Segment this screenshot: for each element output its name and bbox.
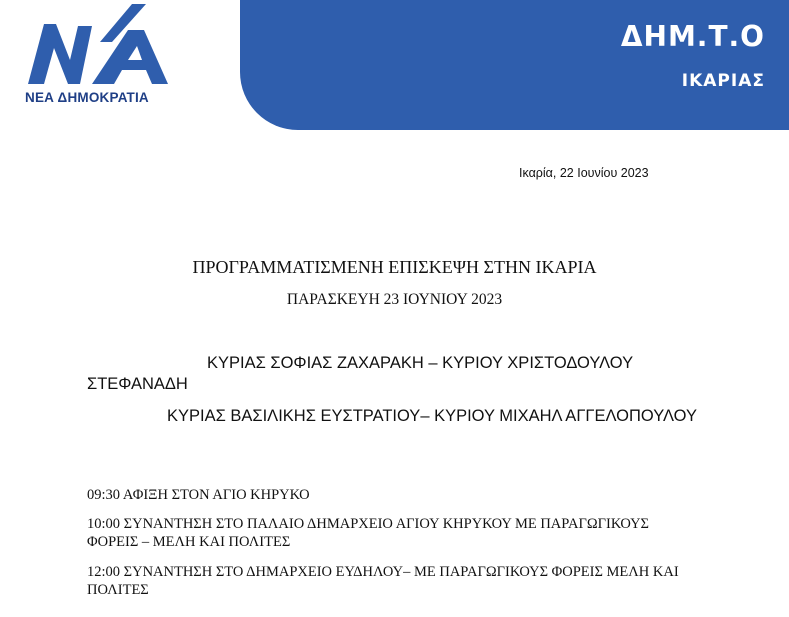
- logo-text: ΝΕΑ ΔΗΜΟΚΡΑΤΙΑ: [25, 90, 149, 105]
- nd-logo-mark-icon: [22, 4, 182, 90]
- org-subtitle: ΙΚΑΡΙΑΣ: [681, 71, 765, 91]
- document-subtitle: ΠΑΡΑΣΚΕΥΗ 23 ΙΟΥΝΙΟΥ 2023: [286, 291, 503, 308]
- nd-logo: [22, 4, 182, 108]
- logo-n-shape: [28, 24, 92, 84]
- visitors-line-2: ΚΥΡΙΑΣ ΒΑΣΙΛΙΚΗΣ ΕΥΣΤΡΑΤΙΟΥ– ΚΥΡΙΟΥ ΜΙΧΑΗΛ ΑΓΓΕΛΟΠΟΥΛΟΥ: [167, 407, 697, 425]
- schedule-item-1000: 10:00 ΣΥΝΑΝΤΗΣΗ ΣΤΟ ΠΑΛΑΙΟ ΔΗΜΑΡΧΕΙΟ ΑΓΙΟΥ ΚΗΡΥΚΟΥ ΜΕ ΠΑΡΑΓΩΓΙΚΟΥΣ ΦΟΡΕΙΣ – ΜΕΛΗ ΚΑΙ ΠΟΛΙΤΕΣ: [87, 516, 649, 550]
- schedule-item-1200: 12:00 ΣΥΝΑΝΤΗΣΗ ΣΤΟ ΔΗΜΑΡΧΕΙΟ ΕΥΔΗΛΟΥ– ΜΕ ΠΑΡΑΓΩΓΙΚΟΥΣ ΦΟΡΕΙΣ ΜΕΛΗ ΚΑΙ ΠΟΛΙΤΕΣ: [87, 564, 679, 598]
- visitors-line-1: ΚΥΡΙΑΣ ΣΟΦΙΑΣ ΖΑΧΑΡΑΚΗ – ΚΥΡΙΟΥ ΧΡΙΣΤΟΔΟΥΛΟΥ ΣΤΕΦΑΝΑΔΗ: [87, 354, 633, 393]
- schedule-item-0930: 09:30 ΑΦΙΞΗ ΣΤΟΝ ΑΓΙΟ ΚΗΡΥΚΟ: [87, 487, 310, 503]
- header-banner: [240, 0, 789, 130]
- org-title: ΔΗΜ.Τ.Ο: [620, 20, 765, 53]
- date-line: Ικαρία, 22 Ιουνίου 2023: [519, 166, 649, 180]
- document-title: ΠΡΟΓΡΑΜΜΑΤΙΣΜΕΝΗ ΕΠΙΣΚΕΨΗ ΣΤΗΝ ΙΚΑΡΙΑ: [192, 257, 597, 277]
